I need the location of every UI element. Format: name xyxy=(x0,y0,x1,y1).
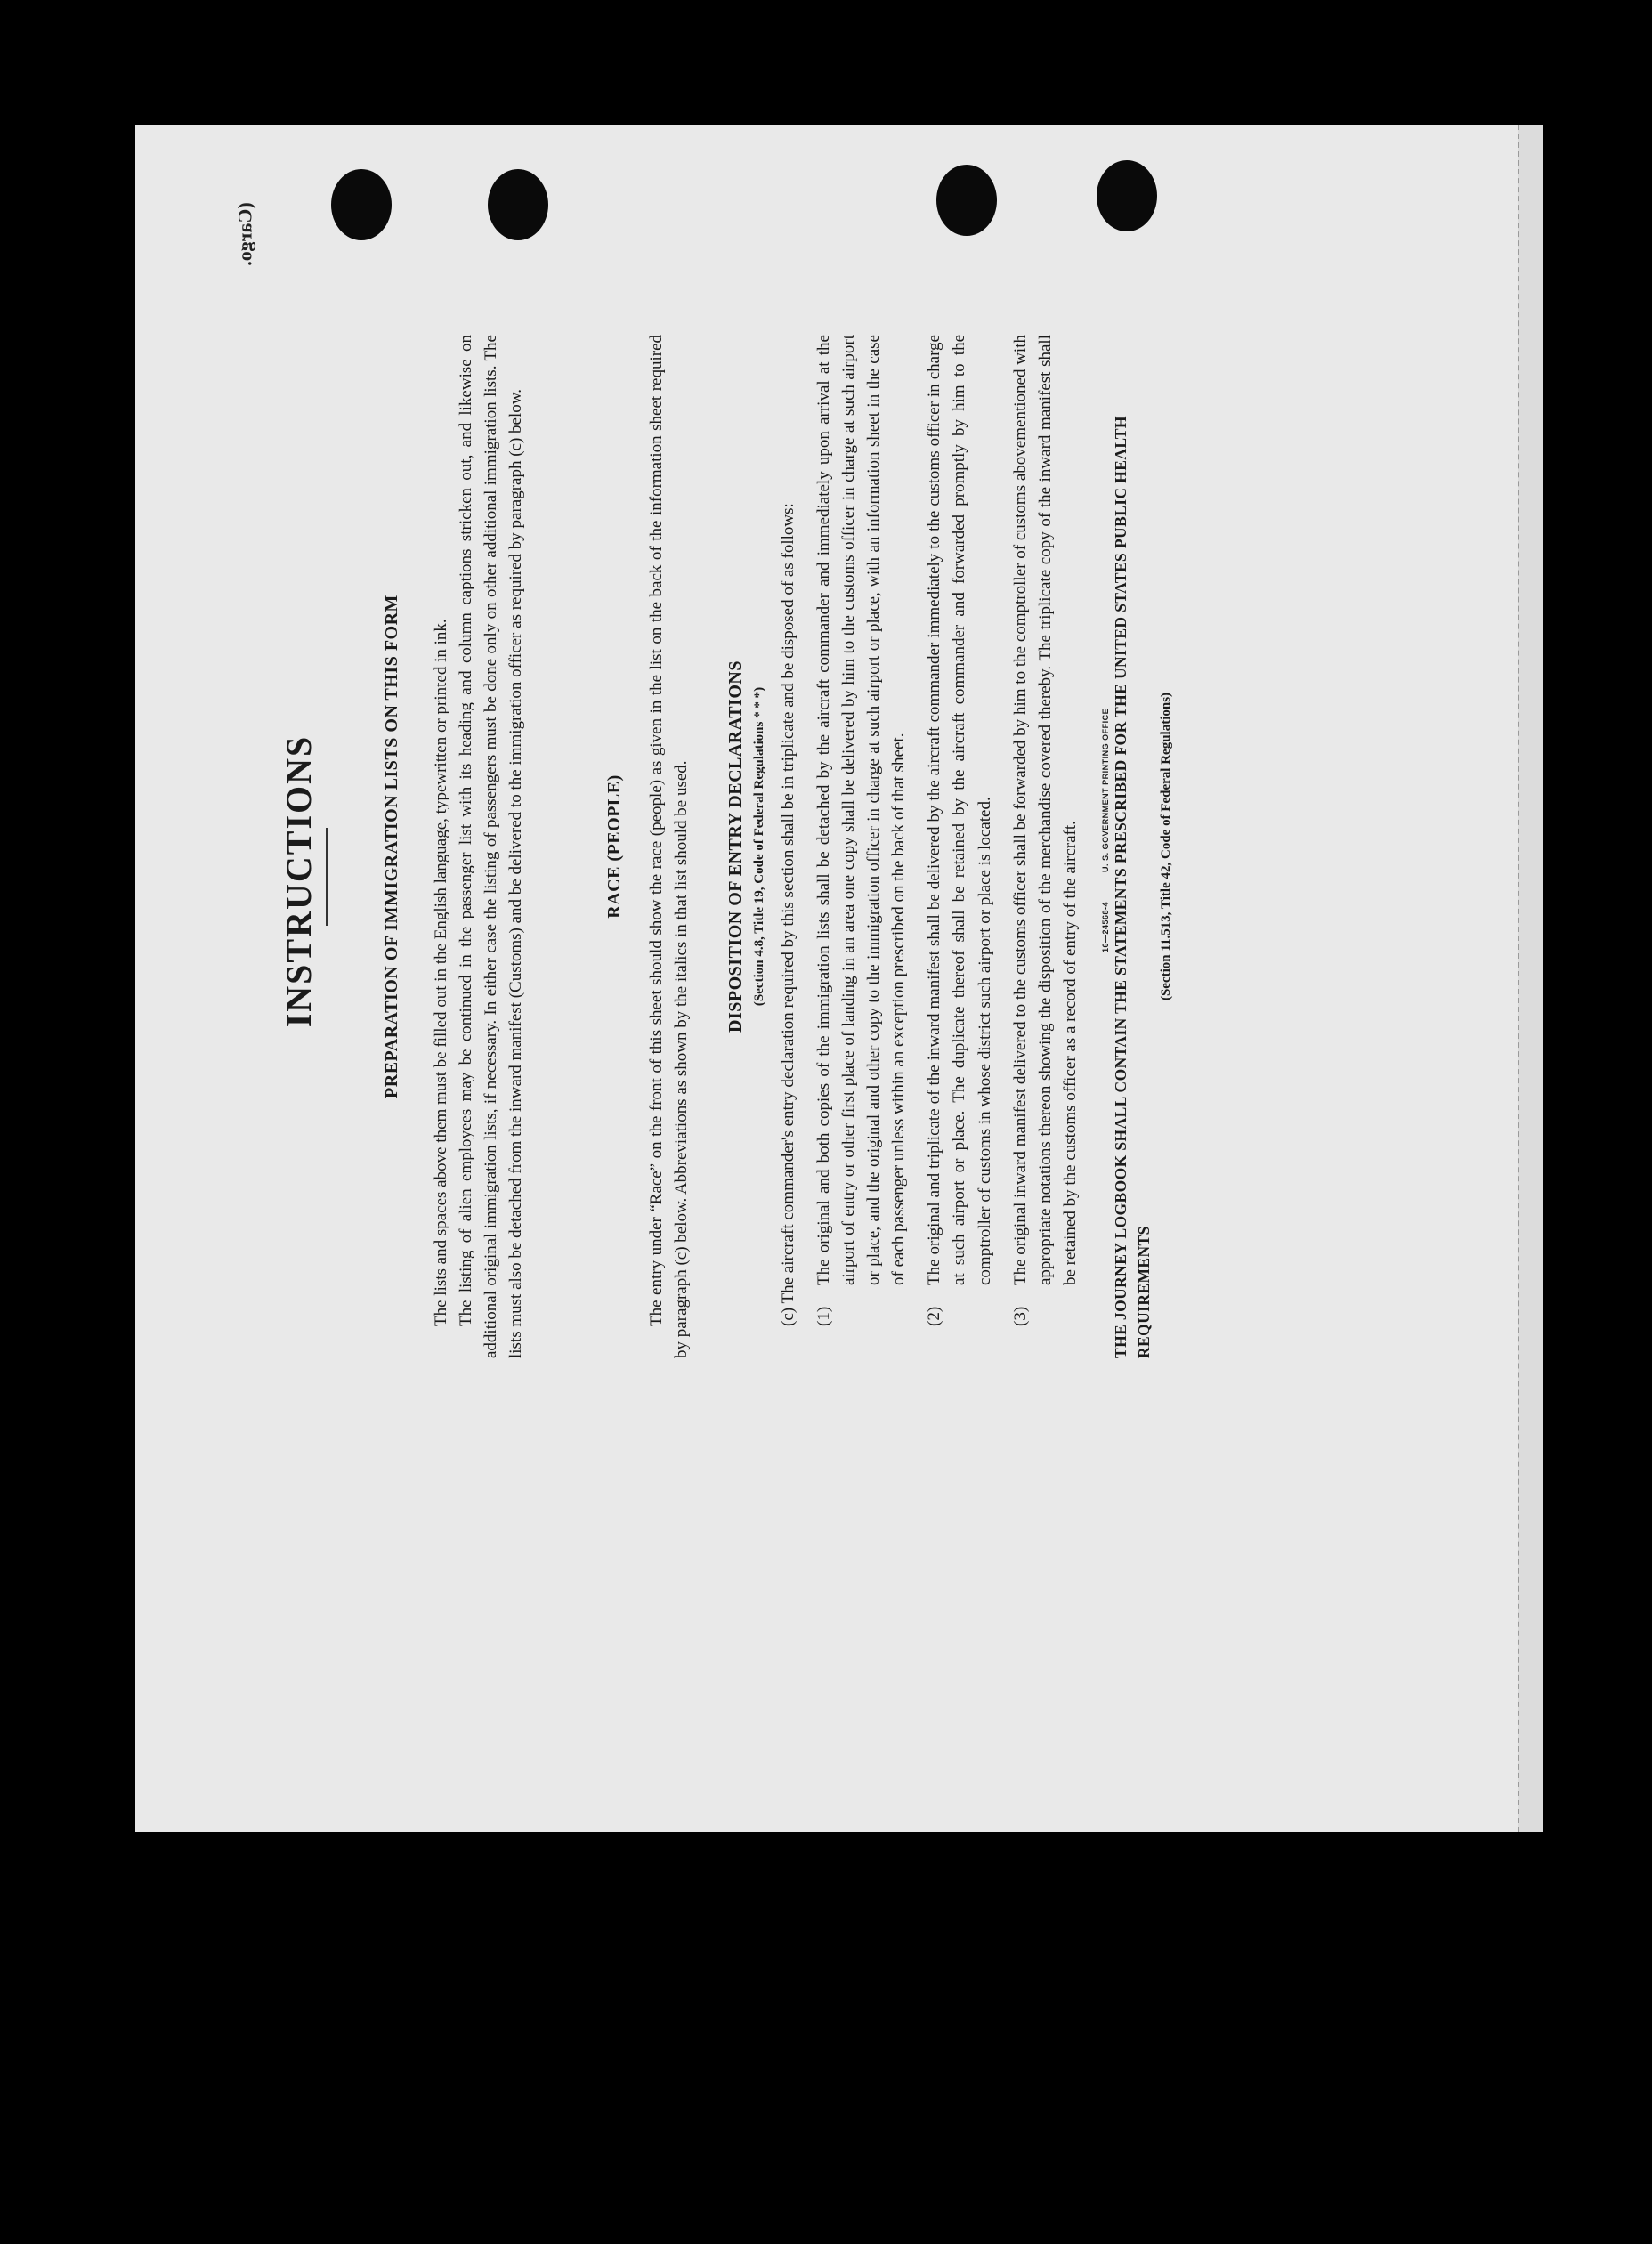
item-number: (2) xyxy=(925,1306,944,1326)
disposition-item xyxy=(922,335,997,1326)
item-text: The original and triplicate of the inward manifest shall be delivered by the aircraft commander immediately to the customs officer in charge at such airport or place. The duplicate thereof shall be retained by the aircraft commander and forwarded promptly by him to the comptroller of customs in whose district such airport or place is located. xyxy=(925,335,994,1285)
rotated-content xyxy=(157,187,1225,1576)
disposition-intro: (c) The aircraft commander's entry declaration required by this section shall be in triplicate and be disposed of as follows: xyxy=(778,503,798,1326)
disposition-subheading: (Section 4.8, Title 19, Code of Federal Regulations * * *) xyxy=(751,686,766,1007)
preparation-heading: PREPARATION OF IMMIGRATION LISTS ON THIS FORM xyxy=(382,595,401,1098)
printer-office: U. S. GOVERNMENT PRINTING OFFICE xyxy=(1101,708,1110,872)
race-heading: RACE (PEOPLE) xyxy=(604,774,624,919)
page-title: INSTRUCTIONS xyxy=(279,734,319,1028)
page-edge xyxy=(1518,125,1543,1832)
disposition-item xyxy=(1008,335,1083,1326)
instructions-content xyxy=(157,187,1225,1576)
preparation-paragraph-1: The lists and spaces above them must be filled out in the English language, typewritten or printed in ink. xyxy=(431,619,450,1326)
item-number: (1) xyxy=(814,1306,833,1326)
disposition-heading: DISPOSITION OF ENTRY DECLARATIONS xyxy=(725,660,745,1033)
closing-statement: THE JOURNEY LOGBOOK SHALL CONTAIN THE STATEMENTS PRESCRIBED FOR THE UNITED STATES PUBLIC HEALTH REQUIREMENTS xyxy=(1111,416,1153,1358)
closing-subheading: (Section 11.513, Title 42, Code of Federal Regulations) xyxy=(1158,692,1173,1001)
race-section xyxy=(602,335,694,1358)
race-paragraph: The entry under “Race” on the front of this sheet should show the race (people) as given in the list on the back of the information sheet required by paragraph (c) below. Abbreviations as shown by the italics in that list should be used. xyxy=(646,335,691,1358)
disposition-item xyxy=(812,335,911,1326)
printer-code: 16—24568-4 xyxy=(1101,901,1110,952)
printer-imprint xyxy=(1100,709,1112,952)
margin-note: (Cargo. xyxy=(233,202,256,266)
preparation-paragraph-2: The listing of alien employees may be continued in the passenger list with its heading and column captions stricken out, and likewise on additional original immigration lists, if necessary. In either case the listing of passengers must be done only on other additional immigration lists. The lists must also be detached from the inward manifest (Customs) and be delivered to the immigration officer as required by paragraph (c) below. xyxy=(456,335,525,1358)
item-number: (3) xyxy=(1010,1306,1030,1326)
title-rule xyxy=(326,828,328,926)
item-text: The original and both copies of the immigration lists shall be detached by the aircraft commander and immediately upon arrival at the airport of entry or other first place of landing in an area one copy shall be delivered by him to the customs officer in charge at such airport or place, and the original and other copy to the immigration officer in charge at such airport or place, with an information sheet in the case of each passenger unless within an exception prescribed on the back of that sheet. xyxy=(814,335,909,1285)
item-text: The original inward manifest delivered to the customs officer shall be forwarded by him to the comptroller of customs abovementioned with appropriate notations thereon showing the disposition of the merchandise covered thereby. The triplicate copy of the inward manifest shall be retained by the customs officer as a record of entry of the aircraft. xyxy=(1010,335,1080,1285)
preparation-section xyxy=(379,335,529,1358)
